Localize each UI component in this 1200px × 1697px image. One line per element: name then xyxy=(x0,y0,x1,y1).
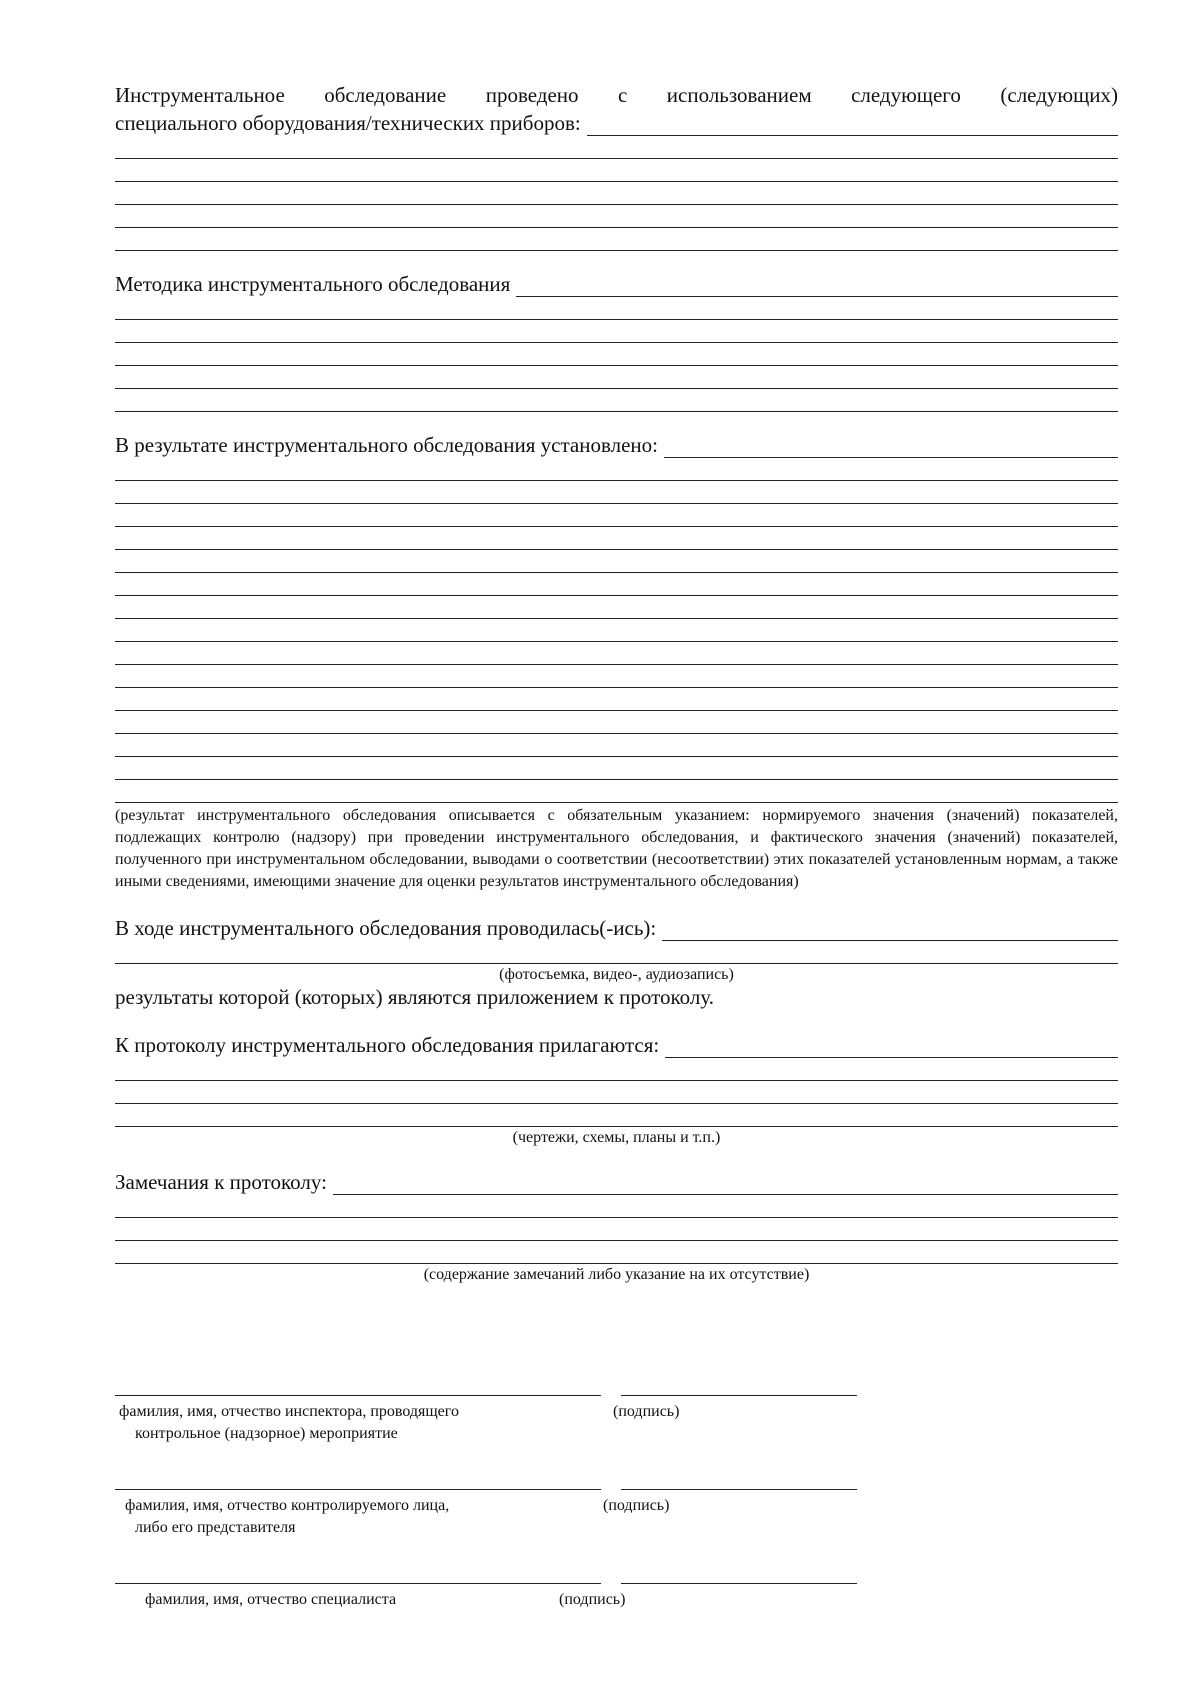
attachments-blank-lines xyxy=(115,1080,1118,1127)
equipment-label: специального оборудования/технических приборов: xyxy=(115,111,581,135)
result-note: (результат инструментального обследования описывается с обязательным указанием: нормируемого значения (значений) показателей, подлежащих контролю (надзору) при проведении инструментального обследования, и фактического значения (значений) показателей, полученного при инструментальном обследовании, выводами о соответствии (несоответствии) этих показателей установленным нормам, а также иными сведениями, имеющими значение для оценки результатов инструментального обследования) xyxy=(115,807,1118,890)
blank-line[interactable] xyxy=(115,388,1118,389)
blank-line[interactable] xyxy=(115,1126,1118,1127)
remarks-label: Замечания к протоколу: xyxy=(115,1170,327,1194)
blank-line[interactable] xyxy=(115,595,1118,596)
recording-after-text: результаты которой (которых) являются приложением к протоколу. xyxy=(115,985,715,1009)
attachments-caption: (чертежи, схемы, планы и т.п.) xyxy=(512,1129,721,1146)
recording-caption: (фотосъемка, видео-, аудиозапись) xyxy=(499,966,734,983)
recording-section xyxy=(115,915,1118,1010)
blank-line[interactable] xyxy=(115,227,1118,228)
blank-line[interactable] xyxy=(115,733,1118,734)
blank-line[interactable] xyxy=(115,503,1118,504)
specialist-signature-caption: (подпись) xyxy=(559,1591,626,1608)
blank-line[interactable] xyxy=(115,319,1118,320)
inspector-name-line[interactable] xyxy=(115,1395,601,1396)
remarks-field[interactable] xyxy=(333,1176,1118,1195)
blank-line[interactable] xyxy=(115,687,1118,688)
blank-line[interactable] xyxy=(115,250,1118,251)
recording-label: В ходе инструментального обследования проводилась(-ись): xyxy=(115,916,657,940)
attachments-field[interactable] xyxy=(665,1039,1118,1058)
inspector-signature-caption: (подпись) xyxy=(613,1403,680,1420)
inspector-name-caption-2: контрольное (надзорное) мероприятие xyxy=(135,1425,398,1442)
blank-line[interactable] xyxy=(115,1263,1118,1264)
blank-line[interactable] xyxy=(115,158,1118,159)
recording-line[interactable] xyxy=(115,963,1118,964)
blank-line[interactable] xyxy=(115,618,1118,619)
blank-line[interactable] xyxy=(115,1240,1118,1241)
blank-line[interactable] xyxy=(115,181,1118,182)
methodology-field[interactable] xyxy=(516,278,1118,297)
blank-line[interactable] xyxy=(115,641,1118,642)
specialist-name-line[interactable] xyxy=(115,1583,601,1584)
specialist-name-caption: фамилия, имя, отчество специалиста xyxy=(145,1591,397,1608)
blank-line[interactable] xyxy=(115,1217,1118,1218)
inspector-name-caption-1: фамилия, имя, отчество инспектора, проводящего xyxy=(119,1403,459,1420)
equipment-field[interactable] xyxy=(587,117,1118,136)
recording-field[interactable] xyxy=(662,922,1118,941)
blank-line[interactable] xyxy=(115,572,1118,573)
remarks-section xyxy=(115,1169,1118,1284)
blank-line[interactable] xyxy=(115,365,1118,366)
remarks-blank-lines xyxy=(115,1217,1118,1264)
methodology-label: Методика инструментального обследования xyxy=(115,272,511,296)
controlled-person-signature-line[interactable] xyxy=(621,1489,857,1490)
blank-line[interactable] xyxy=(115,204,1118,205)
remarks-caption: (содержание замечаний либо указание на их отсутствие) xyxy=(423,1266,810,1283)
attachments-label: К протоколу инструментального обследования прилагаются: xyxy=(115,1033,660,1057)
result-label: В результате инструментального обследования установлено: xyxy=(115,433,658,457)
blank-line[interactable] xyxy=(115,480,1118,481)
blank-line[interactable] xyxy=(115,779,1118,780)
controlled-person-name-line[interactable] xyxy=(115,1489,601,1490)
equipment-blank-lines xyxy=(115,158,1118,251)
blank-line[interactable] xyxy=(115,710,1118,711)
specialist-signature-line[interactable] xyxy=(621,1583,857,1584)
result-blank-lines xyxy=(115,480,1118,803)
methodology-section xyxy=(115,271,1118,412)
blank-line[interactable] xyxy=(115,549,1118,550)
blank-line[interactable] xyxy=(115,756,1118,757)
controlled-person-caption-2: либо его представителя xyxy=(135,1519,296,1536)
signature-block-2 xyxy=(115,1489,1118,1589)
blank-line[interactable] xyxy=(115,802,1118,803)
result-field[interactable] xyxy=(664,439,1118,458)
signature-block-3 xyxy=(115,1583,1118,1643)
blank-line[interactable] xyxy=(115,664,1118,665)
inspector-signature-line[interactable] xyxy=(621,1395,857,1396)
blank-line[interactable] xyxy=(115,1080,1118,1081)
blank-line[interactable] xyxy=(115,1103,1118,1104)
controlled-person-caption-1: фамилия, имя, отчество контролируемого лица, xyxy=(125,1497,450,1514)
blank-line[interactable] xyxy=(115,526,1118,527)
controlled-person-signature-caption: (подпись) xyxy=(603,1497,670,1514)
blank-line[interactable] xyxy=(115,411,1118,412)
equipment-section xyxy=(115,82,1118,251)
methodology-blank-lines xyxy=(115,319,1118,412)
result-section xyxy=(115,432,1118,893)
protocol-page xyxy=(115,82,1118,1284)
attachments-section xyxy=(115,1032,1118,1147)
equipment-text-line1: Инструментальное обследование проведено с использованием следующего (следующих) xyxy=(115,83,1118,107)
blank-line[interactable] xyxy=(115,342,1118,343)
